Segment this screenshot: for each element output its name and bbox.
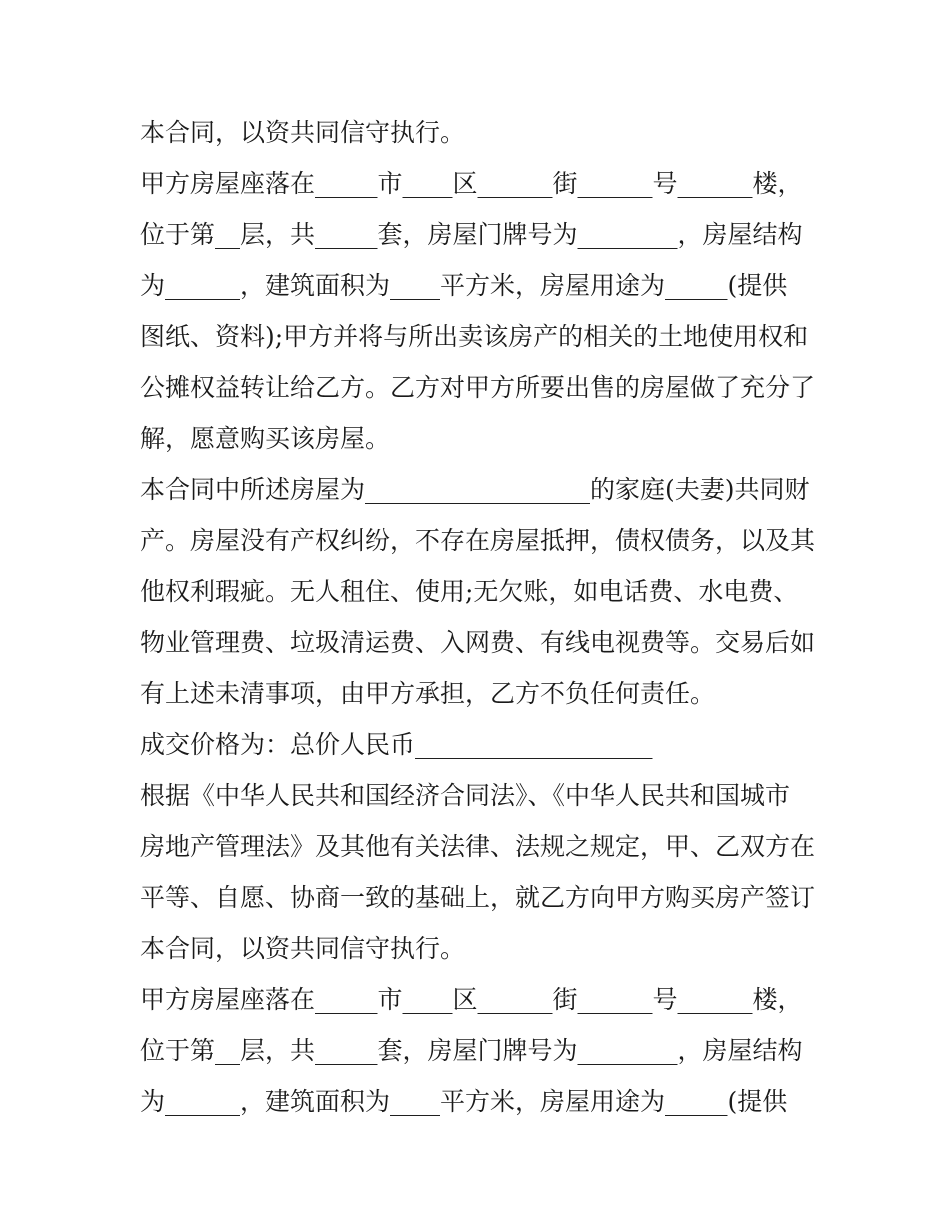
text-line: 根据《中华人民共和国经济合同法》、《中华人民共和国城市 (140, 781, 791, 810)
text-line: 解，愿意购买该房屋。 (140, 424, 391, 453)
text-line: 房地产管理法》及其他有关法律、法规之规定，甲、乙双方在 (140, 832, 816, 861)
text-line: 为______，建筑面积为____平方米，房屋用途为_____(提供 (140, 1087, 788, 1116)
text-line: 甲方房屋座落在_____市____区______街______号______楼， (140, 985, 803, 1014)
text-line: 为______，建筑面积为____平方米，房屋用途为_____(提供 (140, 271, 788, 300)
text-line: 本合同中所述房屋为__________________的家庭(夫妻)共同财 (140, 475, 810, 504)
text-line: 甲方房屋座落在_____市____区______街______号______楼， (140, 169, 803, 198)
text-line: 位于第__层，共_____套，房屋门牌号为________，房屋结构 (140, 1036, 803, 1065)
text-line: 他权利瑕疵。无人租住、使用;无欠账，如电话费、水电费、 (140, 577, 799, 606)
text-line: 本合同，以资共同信守执行。 (140, 118, 466, 147)
text-line: 本合同，以资共同信守执行。 (140, 934, 466, 963)
text-line: 成交价格为：总价人民币___________________ (140, 730, 653, 759)
text-line: 有上述未清事项，由甲方承担，乙方不负任何责任。 (140, 679, 716, 708)
contract-text-body (140, 107, 820, 1127)
text-line: 公摊权益转让给乙方。乙方对甲方所要出售的房屋做了充分了 (140, 373, 816, 402)
text-line: 位于第__层，共_____套，房屋门牌号为________，房屋结构 (140, 220, 803, 249)
text-line: 平等、自愿、协商一致的基础上，就乙方向甲方购买房产签订 (140, 883, 816, 912)
text-line: 物业管理费、垃圾清运费、入网费、有线电视费等。交易后如 (140, 628, 816, 657)
text-line: 图纸、资料);甲方并将与所出卖该房产的相关的土地使用权和 (140, 322, 809, 351)
text-line: 产。房屋没有产权纠纷，不存在房屋抵押，债权债务，以及其 (140, 526, 816, 555)
